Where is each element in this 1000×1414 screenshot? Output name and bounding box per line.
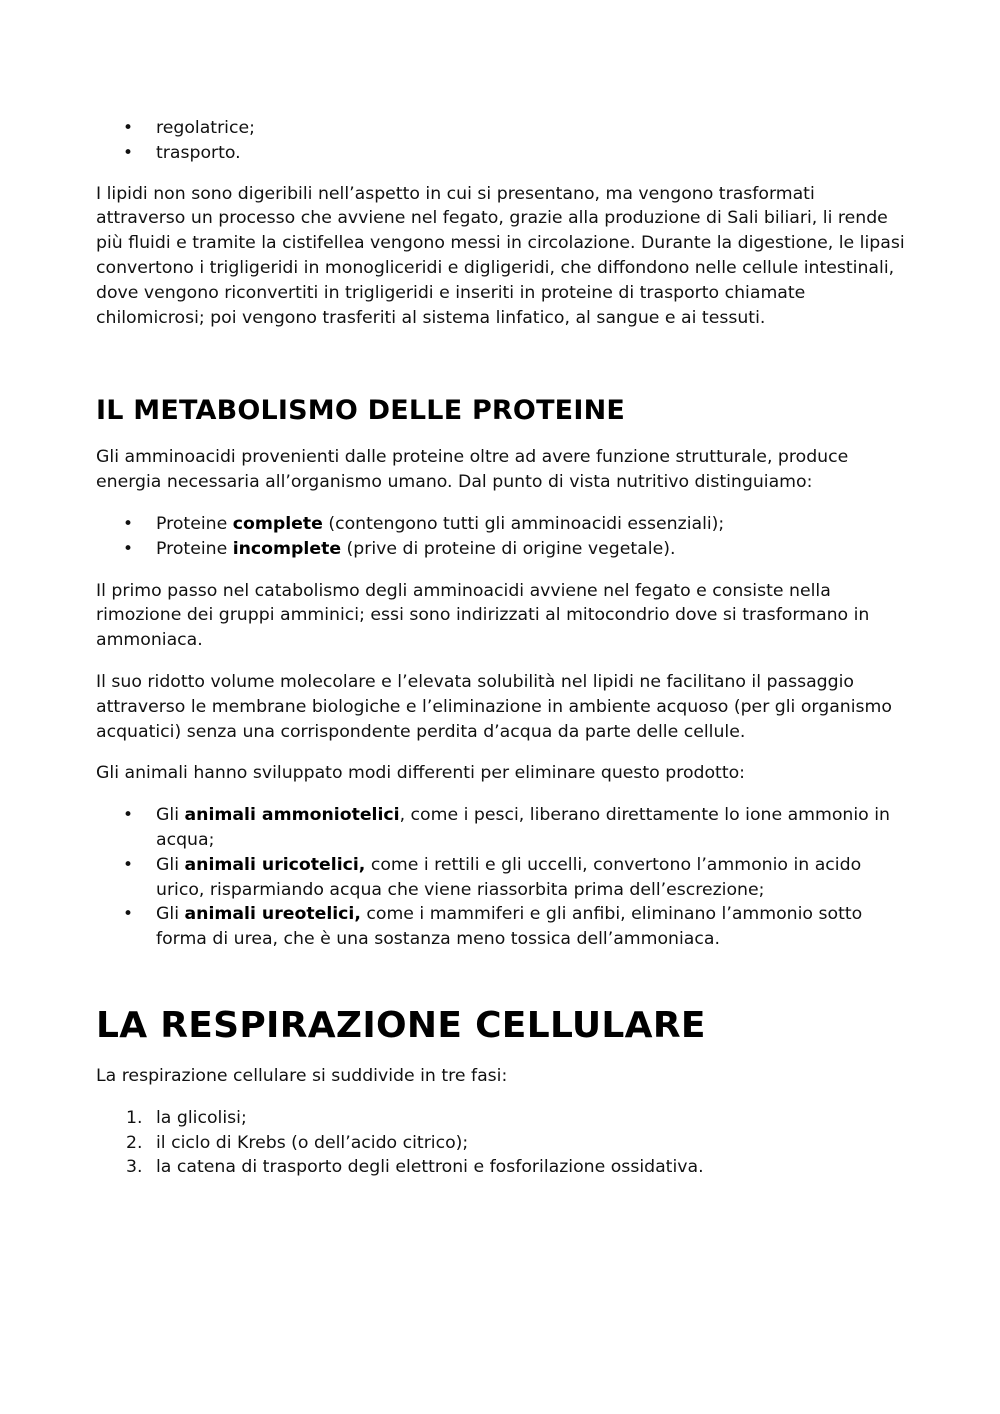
protein-types-list bbox=[96, 512, 908, 562]
list-item: • Gli animali uricotelici, come i rettili e gli uccelli, convertono l’ammonio in acido urico, risparmiando acqua che viene riassorbita prima dell’escrezione; bbox=[123, 854, 862, 900]
proteine-intro-paragraph: Gli amminoacidi provenienti dalle proteine oltre ad avere funzione strutturale, produce energia necessaria all’organismo umano. Dal punto di vista nutritivo distinguiamo: bbox=[96, 447, 849, 493]
bullet-icon: • bbox=[123, 118, 134, 138]
list-item: 2. il ciclo di Krebs (o dell’acido citrico); bbox=[126, 1132, 469, 1153]
volume-paragraph: Il suo ridotto volume molecolare e l’elevata solubilità nel lipidi ne facilitano il passaggio attraverso le membrane biologiche e l’eliminazione in ambiente acquoso (per gli organismo acquatici) senza una corrispondente perdita d’acqua da parte delle cellule. bbox=[96, 671, 892, 742]
bullet-icon: • bbox=[123, 513, 134, 534]
list-item: 1. la glicolisi; bbox=[126, 1107, 247, 1128]
phases-list bbox=[96, 1106, 908, 1180]
list-item: • Proteine complete (contengono tutti gli amminoacidi essenziali); bbox=[96, 512, 908, 537]
section-heading-respirazione: LA RESPIRAZIONE CELLULARE bbox=[96, 1004, 706, 1046]
list-item: • regolatrice; bbox=[96, 116, 908, 141]
lipidi-paragraph: I lipidi non sono digeribili nell’aspetto in cui si presentano, ma vengono trasformati attraverso un processo che avviene nel fegato, grazie alla produzione di Sali biliari, li rende più fluidi e tramite la cistifellea vengono messi in circolazione. Durante la digestione, le lipasi convertono i trigligeridi in monogliceridi e digligeridi, che diffondono nelle cellule intestinali, dove vengono riconvertiti in trigligeridi e inseriti in proteine di trasporto chiamate chilomicrosi; poi vengono trasferiti al sistema linfatico, al sangue e ai tessuti. bbox=[96, 183, 905, 328]
section-heading-proteine: IL METABOLISMO DELLE PROTEINE bbox=[96, 395, 626, 427]
bullet-icon: • bbox=[123, 538, 134, 559]
list-item: • Proteine incomplete (prive di proteine di origine vegetale). bbox=[96, 537, 908, 562]
list-item: • Gli animali ammoniotelici, come i pesci, liberano direttamente lo ione ammonio in acqua; bbox=[123, 805, 891, 850]
respirazione-intro-paragraph: La respirazione cellulare si suddivide in tre fasi: bbox=[96, 1065, 508, 1086]
intro-list bbox=[96, 116, 908, 166]
list-item: • Gli animali ureotelici, come i mammiferi e gli anfibi, eliminano l’ammonio sotto forma di urea, che è una sostanza meno tossica dell’ammoniaca. bbox=[123, 904, 863, 950]
catabolismo-paragraph: Il primo passo nel catabolismo degli amminoacidi avviene nel fegato e consiste nella rimozione dei gruppi amminici; essi sono indirizzati al mitocondrio dove si trasformano in ammoniaca. bbox=[96, 580, 870, 651]
animali-paragraph: Gli animali hanno sviluppato modi differenti per eliminare questo prodotto: bbox=[96, 763, 745, 784]
list-item: • trasporto. bbox=[96, 141, 908, 166]
bullet-icon: • bbox=[123, 805, 134, 826]
document-page bbox=[96, 116, 908, 1180]
bullet-icon: • bbox=[123, 854, 134, 875]
list-item: 3. la catena di trasporto degli elettroni e fosforilazione ossidativa. bbox=[126, 1157, 704, 1178]
animals-list bbox=[96, 803, 908, 952]
bullet-icon: • bbox=[123, 904, 134, 925]
bullet-icon: • bbox=[123, 142, 134, 163]
